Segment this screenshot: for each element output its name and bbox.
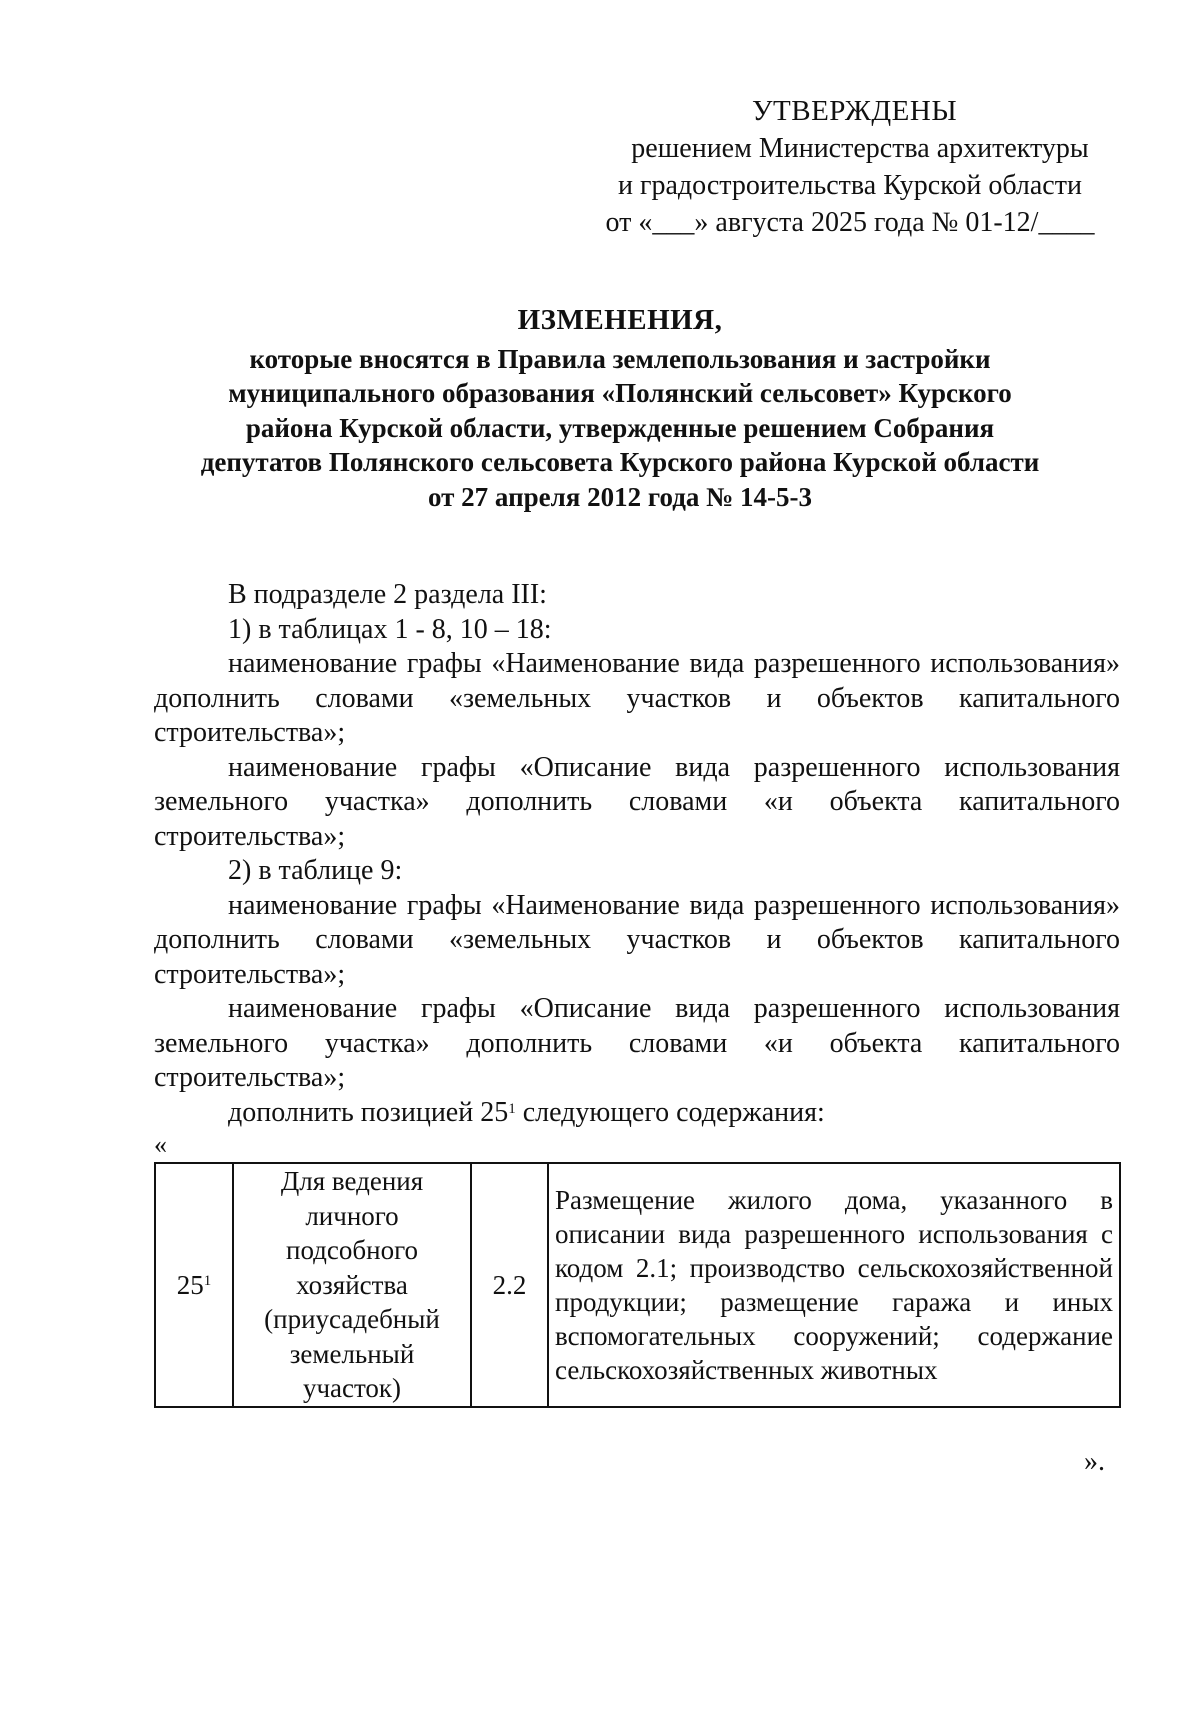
approval-block (580, 93, 1120, 241)
heading-line-1: которые вносятся в Правила землепользования и застройки (249, 343, 991, 374)
heading-line-3: района Курской области, утвержденные решением Собрания (245, 412, 995, 443)
approval-line-2: и градостроительства Курской области (618, 170, 1082, 201)
approval-line-3: от «___» августа 2025 года № 01-12/____ (605, 207, 1095, 238)
add-position-superscript: 1 (508, 1100, 516, 1117)
paragraph-item-1: 1) в таблицах 1 - 8, 10 – 18: (228, 613, 552, 645)
position-number-cell (155, 1163, 233, 1407)
add-position-text: дополнить позицией 25 (228, 1096, 509, 1128)
paragraph-section: В подразделе 2 раздела III: (228, 579, 547, 610)
position-code-cell: 2.2 (471, 1163, 548, 1407)
paragraph-item-2: 2) в таблице 9: (228, 855, 403, 886)
paragraph-add-position (154, 1096, 1120, 1131)
opening-quote: « (154, 1130, 167, 1159)
heading-line-4: депутатов Полянского сельсовета Курского района Курской области (200, 447, 1040, 477)
table-row (155, 1163, 1120, 1407)
heading-title: ИЗМЕНЕНИЯ, (517, 304, 723, 336)
heading-line-2: муниципального образования «Полянский сельсовет» Курского (228, 378, 1012, 408)
position-name-cell: Для ведения личного подсобного хозяйства (приусадебный земельный участок) (233, 1163, 471, 1407)
position-description-cell: Размещение жилого дома, указанного в описании вида разрешенного использования с кодом 2.1; производство сельскохозяйственной продукции; размещение гаража и иных вспомогательных сооружений; содержание сельскохозяйственных животных (548, 1163, 1120, 1407)
heading-line-5: от 27 апреля 2012 года № 14-5-3 (428, 481, 812, 512)
document-heading (150, 303, 1090, 514)
position-table (154, 1162, 1121, 1408)
paragraph-item-2-description: наименование графы «Описание вида разрешенного использования земельного участка» дополнить словами «и объекта капитального строительства»; (154, 993, 1120, 1093)
position-number: 25 (176, 1269, 204, 1300)
paragraph-item-2-name: наименование графы «Наименование вида разрешенного использования» дополнить словами «земельных участков и объектов капитального строительства»; (154, 889, 1120, 990)
closing-quote: ». (1084, 1446, 1105, 1477)
add-position-text-end: следующего содержания: (515, 1096, 825, 1128)
approval-line-1: решением Министерства архитектуры (631, 133, 1089, 164)
paragraph-item-1-name: наименование графы «Наименование вида разрешенного использования» дополнить словами «земельных участков и объектов капитального строительства»; (154, 648, 1120, 748)
position-number-superscript: 1 (203, 1272, 212, 1289)
paragraph-item-1-description: наименование графы «Описание вида разрешенного использования земельного участка» дополнить словами «и объекта капитального строительства»; (154, 751, 1120, 852)
approval-title: УТВЕРЖДЕНЫ (752, 95, 958, 127)
document-body (154, 578, 1120, 1130)
